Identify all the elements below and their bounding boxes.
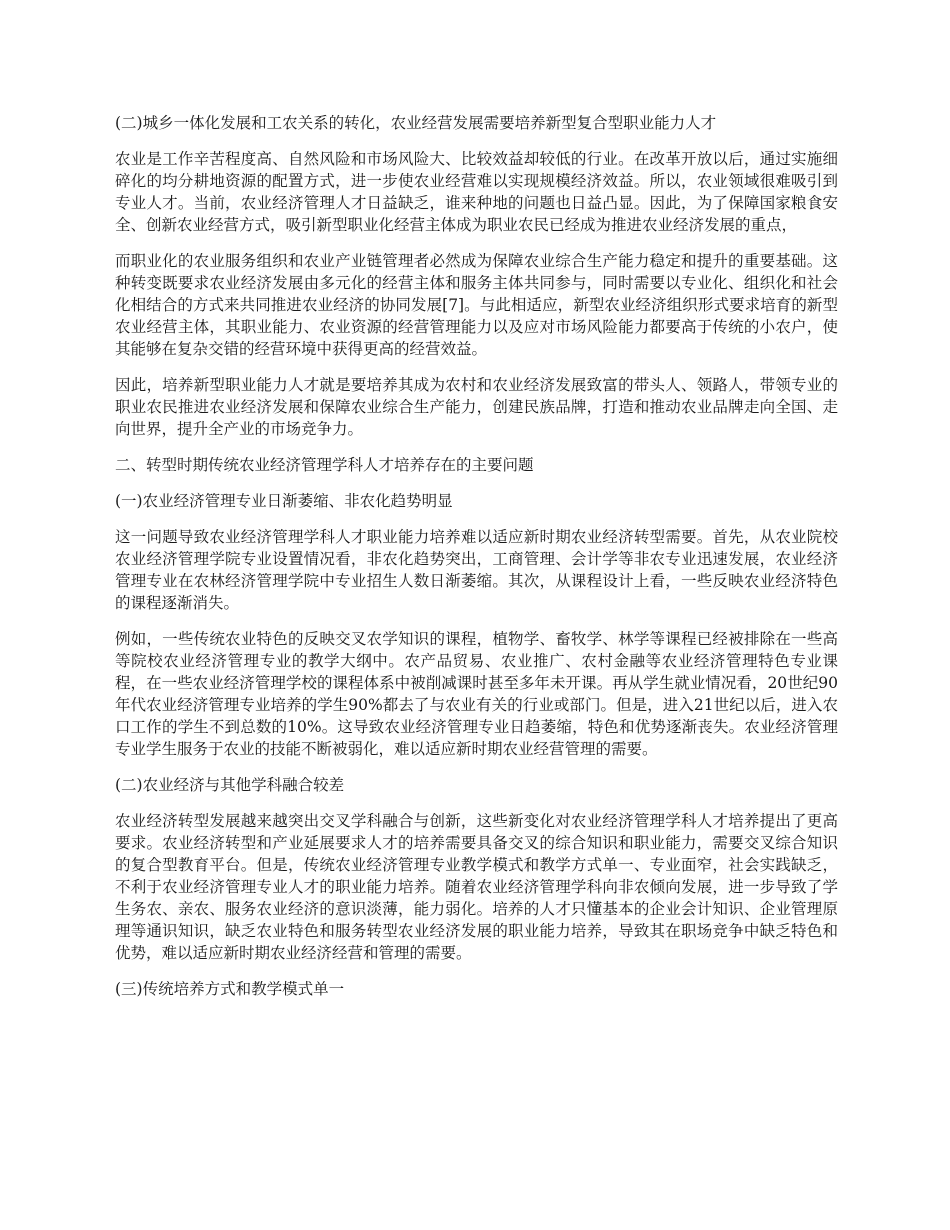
document-body xyxy=(115,112,838,1014)
body-paragraph: 例如，一些传统农业特色的反映交叉农学知识的课程，植物学、畜牧学、林学等课程已经被排除在一些高等院校农业经济管理专业的教学大纲中。农产品贸易、农业推广、农村金融等农业经济管理特色专业课程，在一些农业经济管理学校的课程体系中被削减课时甚至多年未开课。再从学生就业情况看，20世纪90年代农业经济管理专业培养的学生90%都去了与农业有关的行业或部门。但是，进入21世纪以后，进入农口工作的学生不到总数的10%。这导致农业经济管理专业日趋萎缩，特色和优势逐渐丧失。农业经济管理专业学生服务于农业的技能不断被弱化，难以适应新时期农业经营管理的需要。 xyxy=(115,630,838,758)
section-heading: (三)传统培养方式和教学模式单一 xyxy=(115,980,345,998)
section-heading: (一)农业经济管理专业日渐萎缩、非农化趋势明显 xyxy=(115,492,453,510)
body-paragraph: 农业是工作辛苦程度高、自然风险和市场风险大、比较效益却较低的行业。在改革开放以后，通过实施细碎化的均分耕地资源的配置方式，进一步使农业经营难以实现规模经济效益。所以，农业领域很难吸引到专业人才。当前，农业经济管理人才日益缺乏，谁来种地的问题也日益凸显。因此，为了保障国家粮食安全、创新农业经营方式，吸引新型职业化经营主体成为职业农民已经成为推进农业经济发展的重点， xyxy=(115,150,838,234)
body-paragraph: 而职业化的农业服务组织和农业产业链管理者必然成为保障农业综合生产能力稳定和提升的重要基础。这种转变既要求农业经济发展由多元化的经营主体和服务主体共同参与，同时需要以专业化、组织化和社会化相结合的方式来共同推进农业经济的协同发展[7]。与此相适应，新型农业经济组织形式要求培育的新型农业经营主体，其职业能力、农业资源的经营管理能力以及应对市场风险能力都要高于传统的小农户，使其能够在复杂交错的经营环境中获得更高的经营效益。 xyxy=(115,252,838,358)
section-heading: (二)农业经济与其他学科融合较差 xyxy=(115,776,345,794)
section-heading: (二)城乡一体化发展和工农关系的转化，农业经营发展需要培养新型复合型职业能力人才 xyxy=(115,114,717,132)
body-paragraph: 农业经济转型发展越来越突出交叉学科融合与创新，这些新变化对农业经济管理学科人才培养提出了更高要求。农业经济转型和产业延展要求人才的培养需要具备交叉的综合知识和职业能力，需要交叉综合知识的复合型教育平台。但是，传统农业经济管理专业教学模式和教学方式单一、专业面窄，社会实践缺乏，不利于农业经济管理专业人才的职业能力培养。随着农业经济管理学科向非农倾向发展，进一步导致了学生务农、亲农、服务农业经济的意识淡薄，能力弱化。培养的人才只懂基本的企业会计知识、企业管理原理等通识知识，缺乏农业特色和服务转型农业经济发展的职业能力培养，导致其在职场竞争中缺乏特色和优势，难以适应新时期农业经济经营和管理的需要。 xyxy=(115,812,838,962)
section-heading: 二、转型时期传统农业经济管理学科人才培养存在的主要问题 xyxy=(115,456,534,474)
body-paragraph: 这一问题导致农业经济管理学科人才职业能力培养难以适应新时期农业经济转型需要。首先，从农业院校农业经济管理学院专业设置情况看，非农化趋势突出，工商管理、会计学等非农专业迅速发展，农业经济管理专业在农林经济管理学院中专业招生人数日渐萎缩。其次，从课程设计上看，一些反映农业经济特色的课程逐渐消失。 xyxy=(115,528,838,612)
body-paragraph: 因此，培养新型职业能力人才就是要培养其成为农村和农业经济发展致富的带头人、领路人，带领专业的职业农民推进农业经济发展和保障农业综合生产能力，创建民族品牌，打造和推动农业品牌走向全国、走向世界，提升全产业的市场竞争力。 xyxy=(115,376,838,438)
